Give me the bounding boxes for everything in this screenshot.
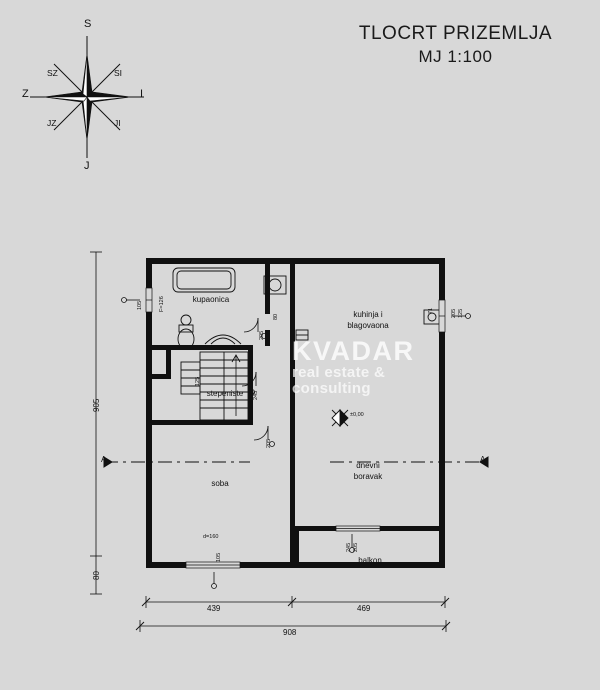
room-label-dnevni-line1: dnevni — [356, 461, 380, 470]
room-label-dnevni-line2: boravak — [353, 472, 383, 481]
dim-balkon-door-1: 245 — [346, 542, 352, 552]
compass-label-nw: SZ — [47, 68, 58, 78]
dim-soba-window: d=160 — [203, 534, 219, 540]
level-marker — [332, 410, 348, 426]
dim-balkon-door-2: 205 — [353, 542, 359, 552]
dim-soba-window-2: 105 — [216, 552, 222, 562]
room-label-kuhinja-line1: kuhinja i — [353, 310, 383, 319]
room-label-stepeniste: stepeniste — [206, 389, 244, 398]
dim-door-a: 205 — [259, 330, 265, 340]
dim-kitchen-right-2: 205 — [451, 308, 457, 318]
dim-bottom-right: 469 — [357, 604, 371, 613]
watermark-brand: KVADAR — [292, 336, 415, 366]
dim-door-d: 80 — [273, 313, 279, 320]
compass-label-ne: SI — [114, 68, 123, 78]
compass-label-south: J — [84, 160, 90, 172]
compass-label-west: Z — [22, 88, 29, 100]
compass-label-east: I — [140, 88, 144, 100]
watermark-sub-line2: consulting — [292, 380, 371, 398]
room-label-soba: soba — [211, 479, 229, 488]
dim-door-b: 245 — [253, 390, 259, 400]
plan-scale: MJ 1:100 — [418, 46, 493, 66]
dim-bottom-left: 439 — [207, 604, 221, 613]
dim-bath-window-left: 105 — [137, 300, 143, 310]
dim-kitchen-right-1: 71 — [428, 307, 434, 314]
section-mark-right: A — [480, 455, 486, 464]
room-label-balkon: balkon — [358, 556, 382, 565]
dim-door-c: 205 — [266, 438, 272, 448]
dim-left-main: 905 — [92, 398, 101, 412]
staircase — [181, 352, 248, 420]
plan-title: TLOCRT PRIZEMLJA — [358, 23, 552, 44]
dim-bottom-total: 908 — [283, 628, 297, 637]
walls — [146, 258, 445, 568]
room-label-kuhinja-line2: blagovaona — [347, 321, 389, 330]
dim-kitchen-right-3: 125 — [458, 308, 464, 318]
watermark-sub-line1: real estate & — [292, 364, 386, 381]
level-marker-label: ±0,00 — [350, 412, 364, 418]
compass-label-se: JI — [114, 118, 121, 128]
dim-stairs-note: 125 — [195, 376, 201, 386]
compass-label-north: S — [84, 18, 92, 30]
dim-left-lower: 80 — [92, 571, 101, 580]
compass-label-sw: JZ — [47, 118, 57, 128]
section-line — [104, 457, 490, 467]
dim-bath-inner: F=126 — [159, 296, 165, 312]
room-label-kupaonica: kupaonica — [192, 295, 230, 304]
section-mark-left: A — [101, 455, 107, 464]
